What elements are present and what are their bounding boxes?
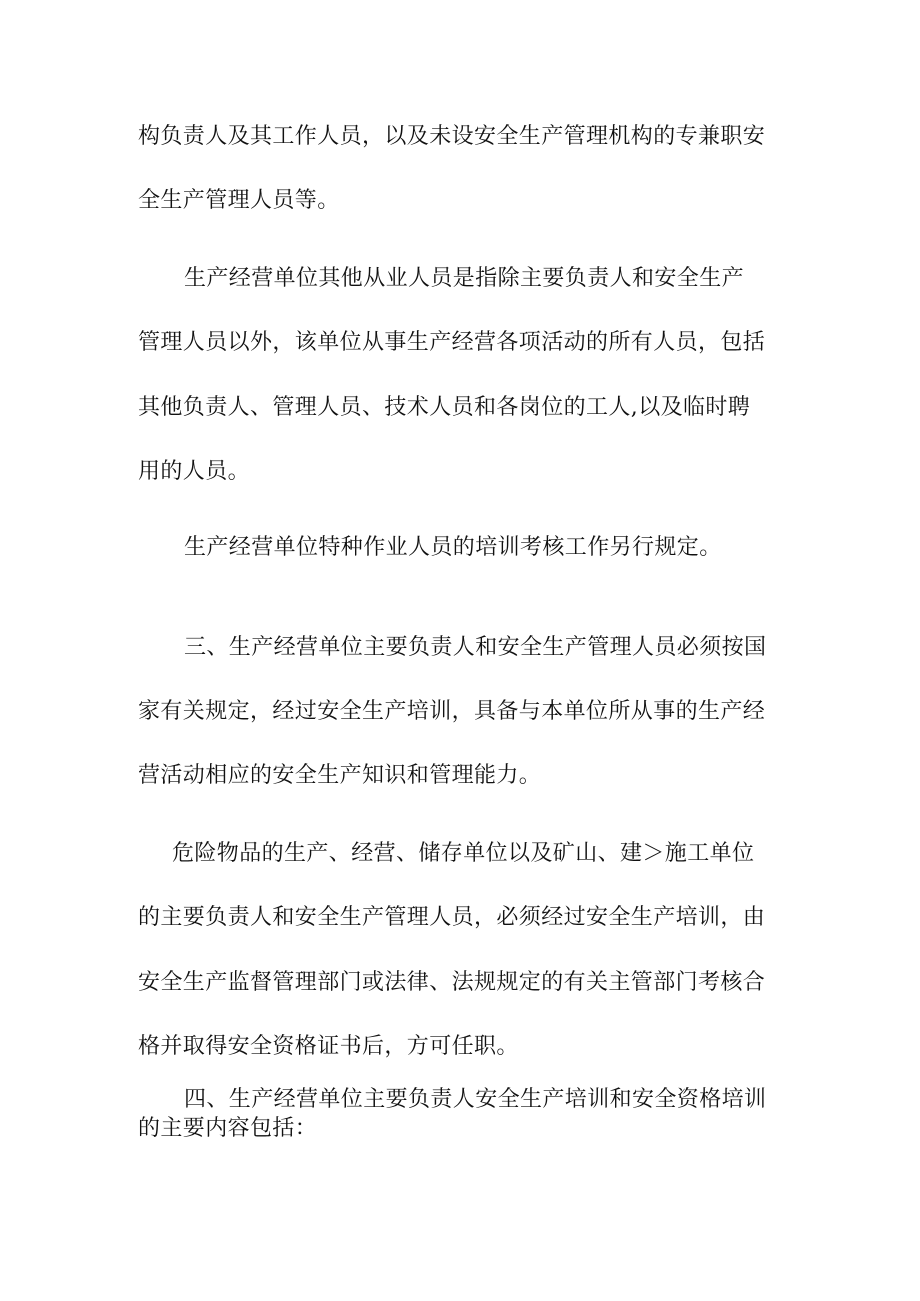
text-line-13: 安全生产监督管理部门或法律、法规规定的有关主管部门考核合 [138,970,766,995]
text-line-8: 三、生产经营单位主要负责人和安全生产管理人员必须按国 [184,635,767,660]
text-line-2: 全生产管理人员等。 [138,188,340,213]
text-line-4: 管理人员以外，该单位从事生产经营各项活动的所有人员，包括 [138,330,766,355]
text-line-14: 格并取得安全资格证书后，方可任职。 [138,1034,519,1059]
text-line-3: 生产经营单位其他从业人员是指除主要负责人和安全生产 [184,266,745,291]
text-line-16: 的主要内容包括： [138,1116,318,1141]
text-line-9: 家有关规定，经过安全生产培训，具备与本单位所从事的生产经 [138,699,766,724]
text-line-6: 用的人员。 [138,459,251,484]
text-line-15: 四、生产经营单位主要负责人安全生产培训和安全资格培训 [184,1087,767,1112]
text-line-7: 生产经营单位特种作业人员的培训考核工作另行规定。 [184,535,722,560]
text-line-5: 其他负责人、管理人员、技术人员和各岗位的工人,以及临时聘 [138,395,751,420]
text-line-12: 的主要负责人和安全生产管理人员，必须经过安全生产培训，由 [138,905,766,930]
text-line-11: 危险物品的生产、经营、储存单位以及矿山、建＞施工单位 [172,841,755,866]
text-line-10: 营活动相应的安全生产知识和管理能力。 [138,763,542,788]
text-line-1: 构负责人及其工作人员，以及未设安全生产管理机构的专兼职安 [138,124,766,149]
